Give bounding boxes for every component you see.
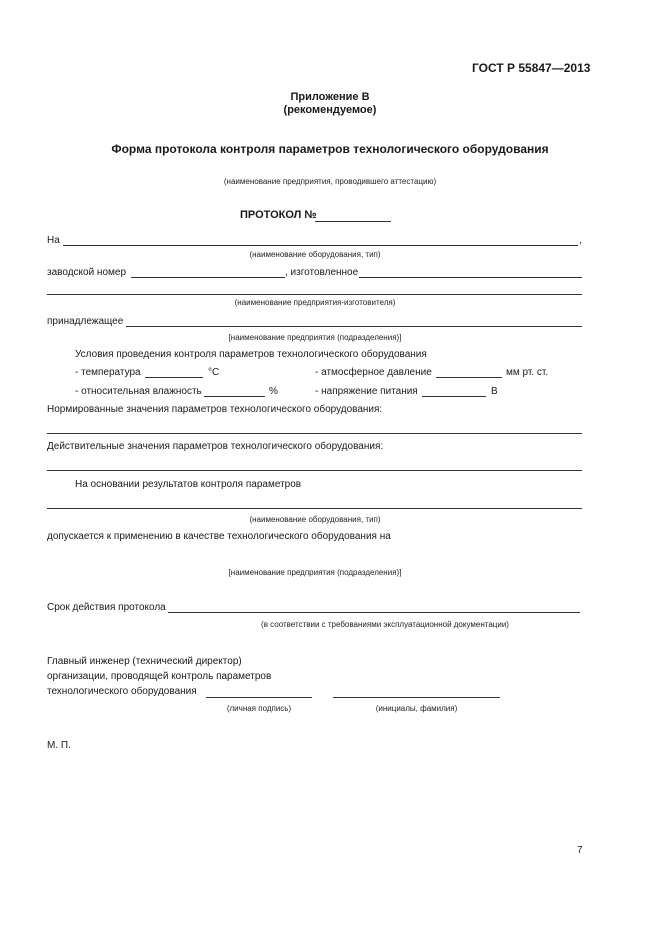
pressure-line[interactable]: [436, 377, 502, 378]
caption-per-documentation: (в соответствии с требованиями эксплуатационной документации): [261, 620, 509, 629]
label-manufactured: , изготовленное: [285, 267, 359, 278]
standard-id: ГОСТ Р 55847—2013: [472, 61, 591, 75]
pressure-unit: мм рт. ст.: [506, 367, 549, 378]
temperature-line[interactable]: [145, 377, 203, 378]
signature-line-3: технологического оборудования: [47, 686, 197, 697]
protocol-label: ПРОТОКОЛ №: [240, 209, 317, 221]
humidity-unit: %: [269, 386, 278, 397]
label-belonging: принадлежащее: [47, 316, 124, 327]
validity-line[interactable]: [168, 612, 580, 613]
based-on-label: На основании результатов контроля параметров: [75, 479, 302, 490]
form-title: Форма протокола контроля параметров технологического оборудования: [111, 142, 549, 156]
caption-initials: (инициалы, фамилия): [375, 704, 458, 713]
caption-equipment-name-type-2: (наименование оборудования, тип): [249, 515, 381, 524]
signature-line-1: Главный инженер (технический директор): [47, 656, 242, 667]
initials-line[interactable]: [333, 697, 500, 698]
label-pressure: - атмосферное давление: [315, 367, 432, 378]
label-voltage: - напряжение питания: [315, 386, 418, 397]
conditions-heading: Условия проведения контроля параметров технологического оборудования: [75, 349, 427, 360]
validity-label: Срок действия протокола: [47, 602, 166, 613]
actual-values-line[interactable]: [47, 470, 582, 471]
caption-enterprise-attesting: (наименование предприятия, проводившего аттестацию): [223, 177, 437, 186]
manufacturer-line[interactable]: [47, 294, 582, 295]
actual-values-label: Действительные значения параметров технологического оборудования:: [47, 441, 384, 452]
caption-manufacturer-name: (наименование предприятия-изготовителя): [234, 298, 396, 307]
nominal-values-label: Нормированные значения параметров технологического оборудования:: [47, 404, 383, 415]
caption-enterprise-division: [наименование предприятия (подразделения)]: [228, 333, 402, 342]
signature-line-2: организации, проводящей контроль параметров: [47, 671, 272, 682]
humidity-line[interactable]: [204, 396, 265, 397]
nominal-values-line[interactable]: [47, 433, 582, 434]
page-number: 7: [577, 845, 583, 856]
label-on: На: [47, 235, 60, 246]
voltage-line[interactable]: [422, 396, 486, 397]
equipment-name-line[interactable]: [63, 245, 578, 246]
appendix-status: (рекомендуемое): [283, 104, 377, 116]
label-on-end: ,: [579, 235, 582, 246]
serial-number-line[interactable]: [131, 277, 285, 278]
label-serial-number: заводской номер: [47, 267, 127, 278]
label-temperature: - температура: [75, 367, 141, 378]
belonging-line[interactable]: [126, 326, 582, 327]
label-humidity: - относительная влажность: [75, 386, 202, 397]
based-on-line[interactable]: [47, 508, 582, 509]
protocol-number-line[interactable]: [315, 221, 391, 222]
appendix-title: Приложение В: [290, 91, 370, 103]
caption-equipment-name-type: (наименование оборудования, тип): [249, 250, 381, 259]
allowed-use-label: допускается к применению в качестве технологического оборудования на: [47, 531, 391, 542]
voltage-unit: В: [491, 386, 498, 397]
caption-signature: (личная подпись): [226, 704, 292, 713]
caption-enterprise-division-2: [наименование предприятия (подразделения)]: [228, 568, 402, 577]
manufactured-line[interactable]: [359, 277, 582, 278]
stamp-label: М. П.: [47, 740, 71, 751]
signature-line[interactable]: [206, 697, 312, 698]
temperature-unit: °C: [208, 367, 220, 378]
